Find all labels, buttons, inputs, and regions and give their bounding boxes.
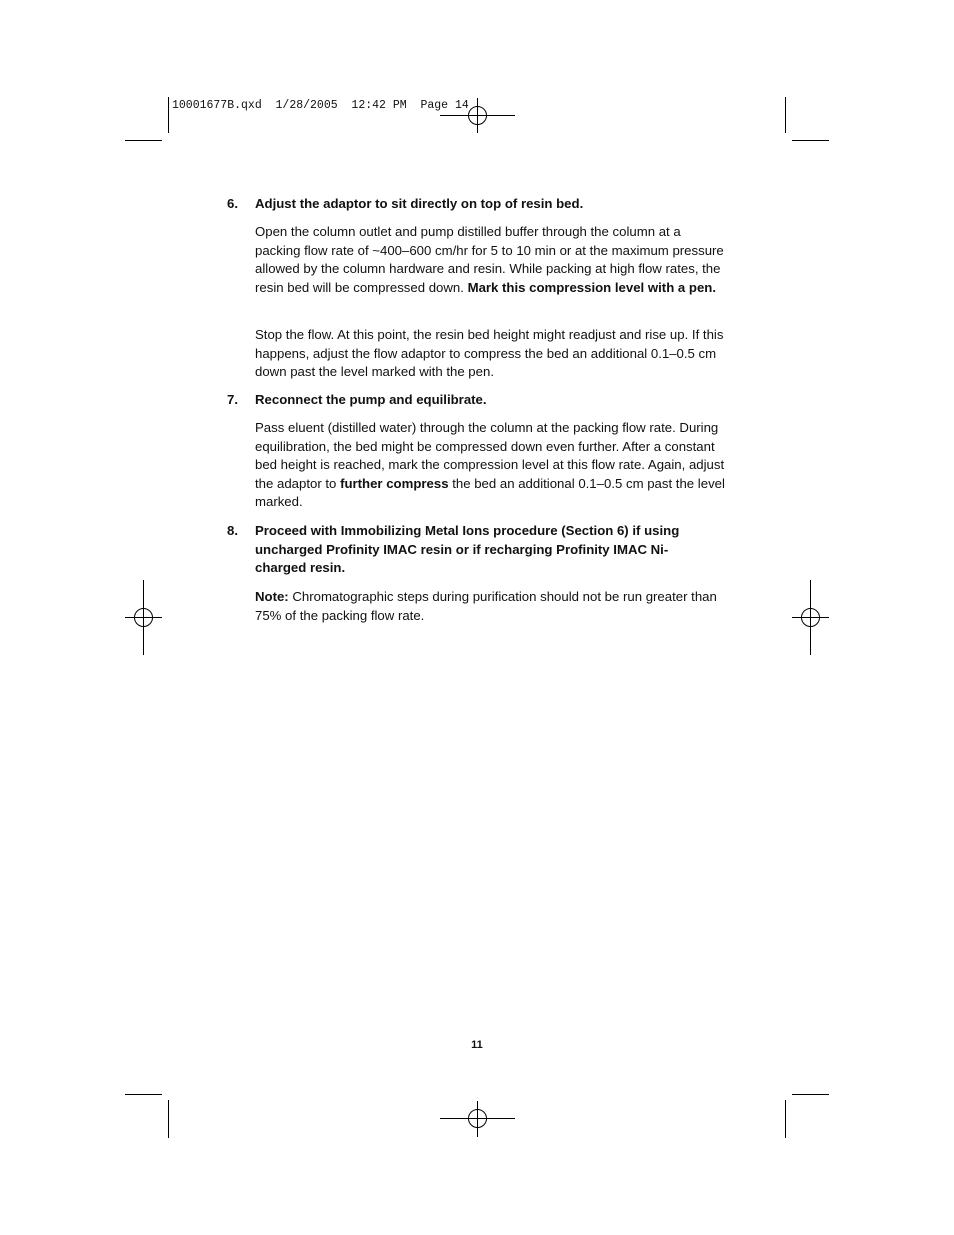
registration-mark-bottom bbox=[440, 1101, 515, 1137]
note-text: Chromatographic steps during purification should not be run greater than 75% of the packing flow rate. bbox=[255, 589, 717, 623]
paragraph-text-tail: the bed an additional 0.1–0.5 cm past the level marked. bbox=[255, 475, 725, 510]
step-number: 6. bbox=[227, 196, 238, 211]
registration-mark-left bbox=[125, 580, 162, 655]
file-slug: 10001677B.qxd 1/28/2005 12:42 PM Page 14 bbox=[172, 99, 469, 112]
step-title: Proceed with Immobilizing Metal Ions procedure (Section 6) if using uncharged Profinity IMAC resin or if recharging Profinity IMAC Ni-charged resin. bbox=[255, 523, 680, 576]
step-8-heading bbox=[227, 522, 707, 578]
paragraph-text: Pass eluent (distilled water) through the column at the packing flow rate. During equilibration, the bed might be compressed down even further. After a constant bed height is reached, mark the compression level at this flow rate. Again, adjust the adaptor to bbox=[255, 420, 725, 491]
step-title: Reconnect the pump and equilibrate. bbox=[255, 392, 487, 407]
step-6-paragraph-2: Stop the flow. At this point, the resin bed height might readjust and rise up. If this happens, adjust the flow adaptor to compress the bed an additional 0.1–0.5 cm down past the level marked with the pen. bbox=[255, 327, 724, 380]
step-number: 8. bbox=[227, 523, 238, 538]
paragraph-bold-text: Mark this compression level with a pen. bbox=[467, 279, 717, 295]
step-title: Adjust the adaptor to sit directly on top of resin bed. bbox=[255, 196, 584, 211]
step-8-note bbox=[255, 588, 725, 625]
paragraph-text: Open the column outlet and pump distilled buffer through the column at a packing flow rate of ~400–600 cm/hr for 5 to 10 min or at the maximum pressure allowed by the column hardware and resin. While packing at high flow rates, the resin bed will be compressed down. bbox=[255, 224, 724, 295]
step-number: 7. bbox=[227, 392, 238, 407]
paragraph-bold-text: further compress bbox=[340, 475, 449, 491]
step-7-paragraph-1 bbox=[255, 419, 725, 512]
step-6-heading bbox=[227, 195, 727, 214]
note-label: Note: bbox=[255, 589, 289, 604]
step-7-heading bbox=[227, 391, 727, 410]
step-6-paragraph-1 bbox=[255, 223, 725, 297]
page-number: 11 bbox=[471, 1039, 483, 1051]
registration-mark-right bbox=[792, 580, 829, 655]
